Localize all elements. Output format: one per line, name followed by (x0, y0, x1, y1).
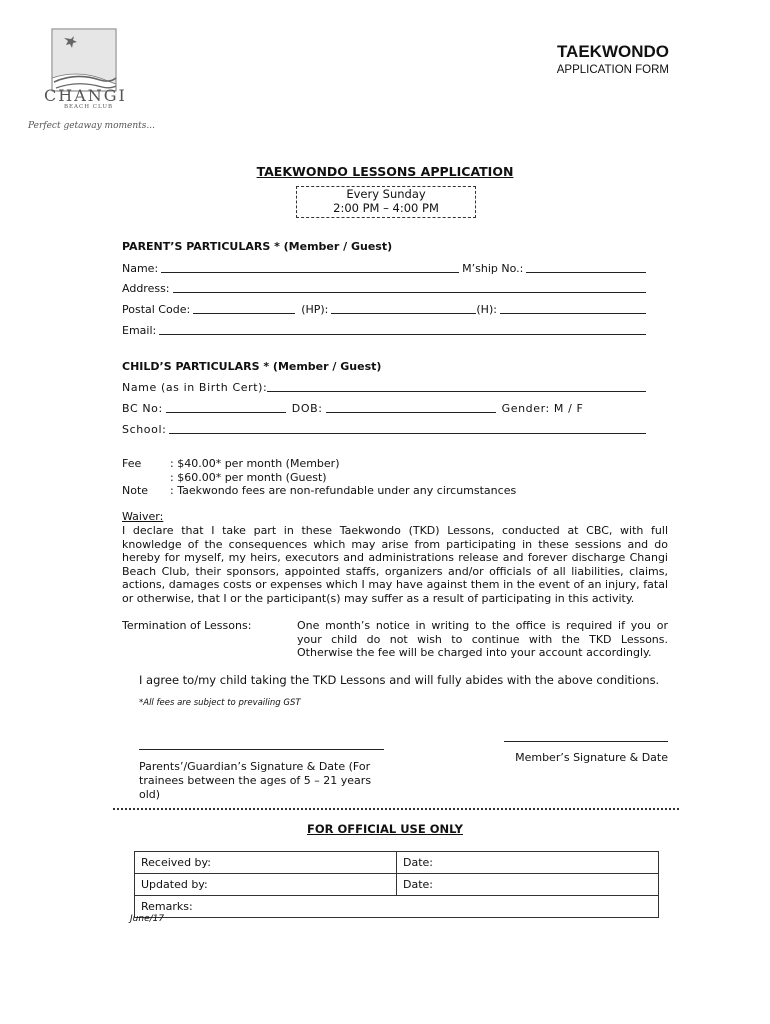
child-name-row (122, 380, 646, 394)
dob-label: DOB: (291, 402, 323, 415)
received-date-cell[interactable]: Date: (397, 852, 659, 874)
note-text: : Taekwondo fees are non-refundable under any circumstances (170, 484, 517, 497)
postal-code-field[interactable] (193, 312, 295, 314)
email-field[interactable] (159, 333, 646, 335)
logo-tagline: Perfect getaway moments... (28, 121, 155, 131)
parent-email-row (122, 323, 646, 337)
parent-name-field[interactable] (161, 271, 459, 273)
bc-no-field[interactable] (166, 411, 286, 413)
changi-beach-club-logo (28, 26, 143, 136)
member-signature-line[interactable] (504, 741, 668, 742)
parent-section-heading: PARENT’S PARTICULARS * (Member / Guest) (122, 240, 393, 253)
parent-name-row (122, 261, 646, 275)
dob-field[interactable] (326, 411, 496, 413)
schedule-box (296, 186, 476, 218)
child-school-row (122, 422, 646, 436)
fee-label: Fee (122, 457, 142, 470)
parent-address-row (122, 281, 646, 295)
parent-signature-label: Parents’/Guardian’s Signature & Date (For trainees between the ages of 5 – 21 years old) (139, 760, 372, 801)
schedule-time: 2:00 PM – 4:00 PM (333, 201, 439, 215)
form-title: TAEKWONDO LESSONS APPLICATION (256, 164, 514, 179)
updated-by-cell[interactable]: Updated by: (135, 874, 397, 896)
table-row (135, 852, 659, 874)
child-bc-row (122, 401, 646, 415)
waiver-text: I declare that I take part in these Taekwondo (TKD) Lessons, conducted at CBC, with full knowledge of the consequences which may arise from participating in these sessions and do hereby for myself, my heirs, executors and administrations release and forever discharge Changi Beach Club, their sponsors, appointed staffs, organizers and/or officials of all liabilities, claims, actions, damages costs or expenses which I may have against them in the event of an injury, fatal or otherwise, that I or the participant(s) may suffer as a result of participating in this activity. (122, 524, 668, 605)
termination-label: Termination of Lessons: (122, 619, 252, 632)
school-field[interactable] (169, 432, 646, 434)
child-section-heading: CHILD’S PARTICULARS * (Member / Guest) (122, 360, 382, 373)
note-label: Note (122, 484, 149, 497)
address-field[interactable] (173, 291, 646, 293)
mship-no-field[interactable] (526, 271, 646, 273)
header-subtitle: APPLICATION FORM (556, 64, 669, 76)
termination-text: One month’s notice in writing to the office is required if you or your child do not wish to continue with the TKD Lessons. Otherwise the fee will be charged into your account accordingly. (297, 619, 668, 659)
bc-no-label: BC No: (122, 402, 163, 415)
table-row (135, 896, 659, 918)
official-use-heading: FOR OFFICIAL USE ONLY (307, 822, 463, 836)
email-label: Email: (122, 324, 157, 337)
logo-subtitle: BEACH CLUB (64, 104, 114, 110)
parent-name-label: Name: (122, 262, 159, 275)
received-by-cell[interactable]: Received by: (135, 852, 397, 874)
logo-wordmark: CHANGI (44, 86, 127, 105)
address-label: Address: (122, 282, 170, 295)
gender-label[interactable]: Gender: M / F (501, 402, 584, 415)
form-version: June/17 (130, 914, 165, 924)
updated-date-cell[interactable]: Date: (397, 874, 659, 896)
gst-note: *All fees are subject to prevailing GST (139, 698, 301, 708)
cut-line-divider (113, 808, 679, 810)
child-name-field[interactable] (267, 390, 646, 392)
school-label: School: (122, 423, 167, 436)
h-label: (H): (476, 303, 497, 316)
fee-member: : $40.00* per month (Member) (170, 457, 340, 470)
hp-field[interactable] (331, 312, 476, 314)
parent-signature-line[interactable] (139, 749, 384, 750)
child-name-label: Name (as in Birth Cert): (122, 381, 268, 394)
remarks-cell[interactable]: Remarks: (135, 896, 659, 918)
waiver-title: Waiver: (122, 510, 164, 523)
member-signature-label: Member’s Signature & Date (515, 751, 668, 764)
fee-guest: : $60.00* per month (Guest) (170, 471, 327, 484)
h-field[interactable] (500, 312, 646, 314)
table-row (135, 874, 659, 896)
header-title: TAEKWONDO (556, 42, 669, 61)
postal-code-label: Postal Code: (122, 303, 191, 316)
parent-phone-row (122, 302, 646, 316)
mship-no-label: M’ship No.: (462, 262, 524, 275)
agreement-statement: I agree to/my child taking the TKD Lessons and will fully abides with the above conditions. (139, 673, 660, 687)
schedule-day: Every Sunday (346, 187, 426, 201)
official-use-table (134, 851, 659, 918)
hp-label: (HP): (301, 303, 329, 316)
